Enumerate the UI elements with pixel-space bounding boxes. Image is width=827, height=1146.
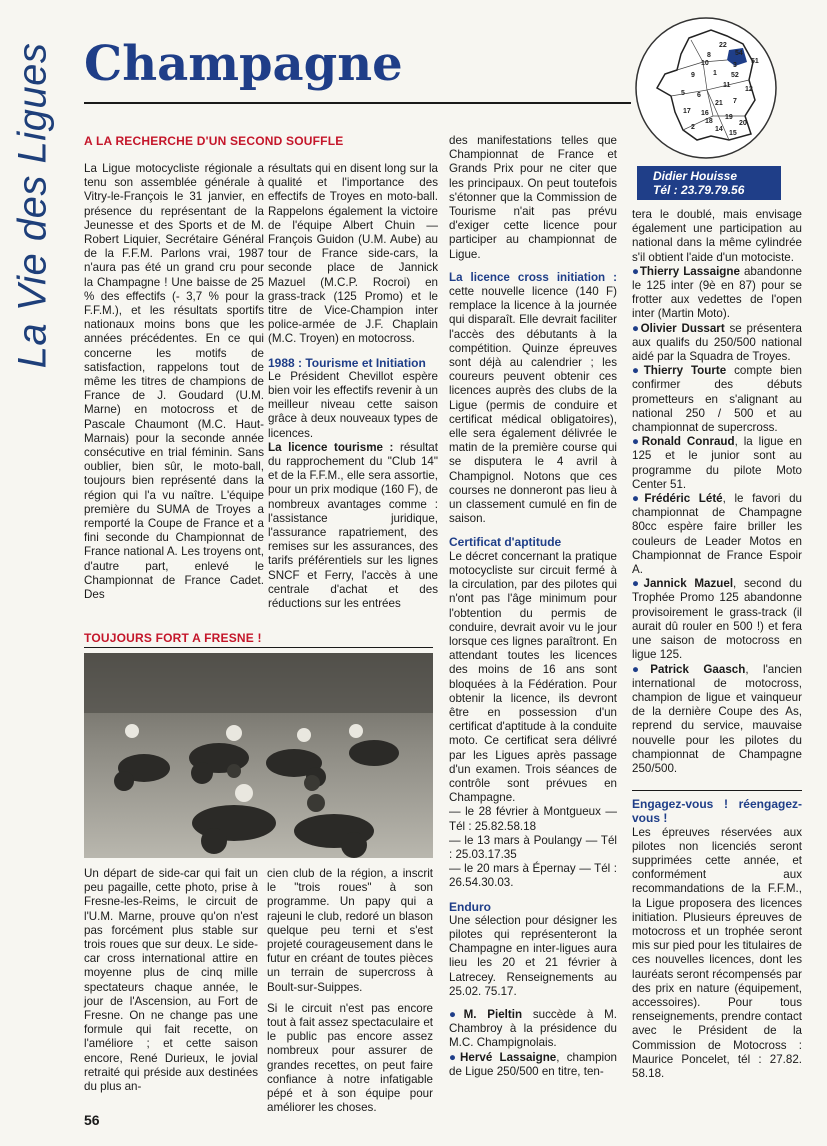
- section-rule: [84, 647, 433, 648]
- section-sidebar: [0, 40, 65, 370]
- person-name: Olivier Dussart: [640, 321, 725, 335]
- contact-name: Didier Houisse: [653, 169, 738, 183]
- department-number: 9: [691, 72, 695, 79]
- rider-news-item: [632, 364, 802, 435]
- department-number: 15: [729, 130, 737, 137]
- department-number: 7: [733, 98, 737, 105]
- date-line: — le 20 mars à Épernay — Tél : 26.54.30.03.: [449, 862, 617, 890]
- section-heading-2: TOUJOURS FORT A FRESNE !: [84, 631, 262, 645]
- rider-news-item: [632, 577, 802, 662]
- person-name: Patrick Gaasch: [650, 662, 746, 676]
- contact-phone: Tél : 23.79.79.56: [653, 183, 745, 197]
- rider-news-item: [632, 322, 802, 365]
- department-number: 8: [707, 52, 711, 59]
- bullet-icon: ●: [632, 364, 644, 378]
- sidecar-race-photo: [84, 653, 433, 858]
- article-text: des manifestations telles que Championnat de France et Grands Prix pour ne citer que les principaux. On peut toutefois s'étonner que la Commission de Tourisme n'ait pas prévu d'exiger cette licence pour participer au championnat de Ligue.: [449, 134, 617, 261]
- department-number: 5: [681, 90, 685, 97]
- person-name: M. Pieltin: [463, 1007, 523, 1021]
- rider-news-item: [632, 492, 802, 577]
- article-column-3: [449, 134, 617, 1109]
- department-number: 51: [751, 58, 759, 65]
- bullet-icon: ●: [449, 1007, 464, 1021]
- article-text: cien club de la région, a inscrit le "trois roues" à son programme. Un papy qui a rajeuni le club, redoré un blason quelque peu terni et s'est projeté courageusement dans le futur en créant de toutes pièces un terrain de supercross à Boult-sur-Suippes.: [267, 867, 433, 994]
- department-number: 3: [733, 62, 737, 69]
- department-number: 52: [731, 72, 739, 79]
- lead-licence-tourisme: La licence tourisme :: [268, 440, 394, 454]
- department-number: 18: [705, 118, 713, 125]
- date-line: — le 13 mars à Poulangy — Tél : 25.03.17.35: [449, 833, 617, 861]
- article-text: , second du Trophée Promo 125 abandonne provisoirement le grass-track (il aurait dû rouler en 500 !) et fera une saison de motocross en ligue 125.: [632, 577, 802, 662]
- department-number: 19: [725, 114, 733, 121]
- article-column-bottom-2: [267, 867, 433, 1115]
- section-sidebar-title: La Vie des Ligues: [10, 42, 55, 368]
- france-map-icon: [631, 0, 781, 175]
- article-text: Une sélection pour désigner les pilotes qui représenteront la Champagne en inter-ligues aura lieu les 20 et 21 février à Latrecey. Renseignements au 25.02. 75.17.: [449, 913, 617, 998]
- article-text: Les épreuves réservées aux pilotes non licenciés seront supprimées cette année, et conformément aux recommandations de la F.F.M., la Ligue proposera des licences initiation. Plusieurs épreuves de motocross et un trophée seront mis sur pied pour les titulaires de ces nouvelles licences, dont les lauréats seront récompensés par des prix en nature (équipement, accessoires). Pour tous renseignements, prendre contact avec le Président de la Commission de Motocross : Maurice Poncelet, tél : 27.82. 58.18.: [632, 825, 802, 1080]
- department-number: 22: [719, 42, 727, 49]
- person-name: Jannick Mazuel: [643, 577, 734, 591]
- article-text: La Ligue motocycliste régionale a tenu son assemblée générale à Vitry-le-François le 31 janvier, en présence du représentant de la Jeunesse et des Sports et de M. Robert Liquier, Secrétaire Général de la F.F.M. Parlons vrai, 1987 n'aura pas été un grand cru pour la Champagne ! Une baisse de 25 % des effectifs (- 3,7 % pour la F.F.M.), et les résultats sportifs nationaux moins bons que les années précédentes. En ce qui concerne les motifs de satisfaction, rappelons tout de même les titres de champions de France de J. Goudard (U.M. Marne) en motocross et de Pascale Chaumont (M.C. Haut-Marnais) pour la seconde année consécutive en trial féminin. Sans oublier, bien sûr, le moto-ball, toujours bien représenté dans la région qui l'a vu naître. L'équipe première du SUMA de Troyes a remporté la Coupe de France et a fini seconde du Championnat de France national A. Les troyens ont, d'autre part, enlevé le Championnat de France Cadet. Des: [84, 162, 264, 602]
- department-number: 17: [683, 108, 691, 115]
- article-text: se présentera aux qualifs du 250/500 national aidé par la Squadra de Troyes.: [632, 321, 802, 364]
- department-number: 11: [723, 82, 731, 89]
- bullet-icon: ●: [632, 264, 640, 278]
- department-number: 1: [713, 70, 717, 77]
- department-number: 16: [701, 110, 709, 117]
- department-number: 12: [745, 86, 753, 93]
- section-heading-1: A LA RECHERCHE D'UN SECOND SOUFFLE: [84, 134, 344, 148]
- lead-licence-cross: La licence cross initiation :: [449, 270, 617, 284]
- article-text: cette nouvelle licence (140 F) remplace la licence à la journée qui disparaît. Elle devrait faciliter l'accès des débutants à la compétition. Quinze épreuves sont déjà au calendrier ; les coureurs peuvent obtenir ces licences auprès des clubs de la Ligue (permis de conduire et certificat médical obligatoires), elle sera également délivrée le matin de la première course qui se disputera le 4 avril à Champignol. Notons que ces courses ne donneront pas lieu à un classement cumulé en fin de saison.: [449, 285, 617, 526]
- region-map: [631, 0, 781, 190]
- subheading-enduro: Enduro: [449, 899, 491, 914]
- page-title: Champagne: [84, 36, 403, 92]
- subheading-engagez: Engagez-vous ! réengagez-vous !: [632, 790, 802, 825]
- department-number: 20: [739, 120, 747, 127]
- title-rule: [84, 102, 639, 104]
- person-name: Thierry Tourte: [643, 364, 727, 378]
- bullet-icon: ●: [632, 577, 644, 591]
- rider-news-item: [632, 663, 802, 777]
- bullet-icon: ●: [449, 1050, 461, 1064]
- department-number: 21: [715, 100, 723, 107]
- person-name: Frédéric Lété: [644, 492, 723, 506]
- article-text: résultat du rapprochement du "Club 14" et de la F.F.M., elle sera assortie, pour un prix modique (160 F), de nombreux avantages comme : l'assistance juridique, l'assurance rapatriement, des remises sur les assurances, des tarifs préférentiels sur les lignes SNCF et Ferry, l'accès à une centrale d'achat et des réductions sur les entrées: [268, 440, 438, 611]
- article-text: , champion de Ligue 250/500 en titre, ten-: [449, 1050, 617, 1078]
- article-text: , le favori du championnat de Champagne 80cc espère faire briller les couleurs de Leader Motos en Championnat de France Espoir A.: [632, 492, 802, 577]
- subheading-certificat: Certificat d'aptitude: [449, 535, 562, 550]
- person-name: Ronald Conraud: [641, 435, 735, 449]
- article-text: abandonne le 125 inter (9è en 87) pour se frotter aux vedettes de l'open inter (Martin Moto).: [632, 264, 802, 321]
- article-column-1: [84, 162, 264, 617]
- contact-box: [637, 166, 781, 200]
- article-text: Si le circuit n'est pas encore tout à fait assez spectaculaire et le public pas encore assez nombreux pour assurer de grandes recettes, on peut faire confiance à notre infatigable pépé et à son équipe pour améliorer les choses.: [267, 1001, 433, 1115]
- article-text: tera le doublé, mais envisage également une participation au national dans la même cylindrée s'il obtient l'aide d'un motociste.: [632, 208, 802, 264]
- article-text: Le Président Chevillot espère bien voir les effectifs revenir à un meilleur niveau cette saison grâce à deux nouveaux types de licences.: [268, 369, 438, 440]
- article-column-bottom-1: [84, 867, 258, 1107]
- rider-news-item: [632, 435, 802, 492]
- department-number: 14: [715, 126, 723, 133]
- bullet-icon: ●: [632, 662, 651, 676]
- bullet-icon: ●: [632, 492, 645, 506]
- subheading-tourisme: 1988 : Tourisme et Initiation: [268, 355, 426, 370]
- department-number: 6: [697, 92, 701, 99]
- bullet-icon: ●: [632, 435, 642, 449]
- article-text: , la ligue en 125 et le junior sont au programme du pilote Moto Center 51.: [632, 435, 802, 491]
- article-text: succède à M. Chambroy à la présidence du M.C. Champignolais.: [449, 1007, 617, 1050]
- article-column-2: [268, 162, 438, 617]
- person-name: Thierry Lassaigne: [639, 264, 740, 278]
- article-text: compte bien confirmer des débuts prometteurs en s'alignant au national 250 / 500 et au championnat de supercross.: [632, 364, 802, 435]
- page-number: 56: [84, 1112, 100, 1128]
- article-text: Un départ de side-car qui fait un peu pagaille, cette photo, prise à Fresne-les-Reims, le circuit de l'U.M. Marne, prouve qu'on n'est pas forcément plus stable sur trois roues que sur deux. Le side-car cross international attire en moyenne plus de cinq mille spectateurs chaque année, le jour de l'Ascension, au Fort de Fresne. On ne change pas une formule qui fait recette, on l'améliore ; et cette saison encore, René Durieux, le jovial retraité qui préside aux destinées du plus an-: [84, 867, 258, 1094]
- person-name: Hervé Lassaigne: [460, 1050, 557, 1064]
- rider-news-item: [632, 265, 802, 322]
- article-text: , l'ancien international de motocross, champion de ligue et vainqueur de la dernière Coupe des As, reprend du service, mauvaise nouvelle pour les pilotes du championnat de Champagne 250/500.: [632, 662, 802, 775]
- department-number: 54: [735, 50, 743, 57]
- department-number: 2: [691, 124, 695, 131]
- date-line: — le 28 février à Montgueux — Tél : 25.82.58.18: [449, 805, 617, 833]
- article-column-4: [632, 208, 802, 1108]
- article-text: Le décret concernant la pratique motocycliste sur circuit fermé à la circulation, par des pilotes qui n'ont pas l'âge minimum pour l'obtention du permis de conduire, devrait avoir vu le jour lorsque ces lignes paraîtront. En attendant toutes les licences des moins de 16 ans sont bloquées à la Fédération. Pour obtenir la licence, ils devront être en possession d'un certificat d'aptitude à la conduite moto. Ce certificat sera délivré par les Ligues après passage d'un examen. Trois séances de contrôle sont prévues en Champagne.: [449, 549, 617, 805]
- bullet-icon: ●: [632, 321, 641, 335]
- article-text: résultats qui en disent long sur la qualité et l'importance des effectifs de Troyes en moto-ball. Rappelons également la victoire de l'équipe Albert Chuin — François Guidon (U.M. Aube) au tour de France side-cars, la seconde place de Jannick Mazuel (M.C.P. Rocroi) en grass-track (125 Promo) et le titre de Vice-Champion inter police-armée de J.F. Chaplain (M.C. Troyen) en motocross.: [268, 162, 438, 346]
- department-number: 10: [701, 60, 709, 67]
